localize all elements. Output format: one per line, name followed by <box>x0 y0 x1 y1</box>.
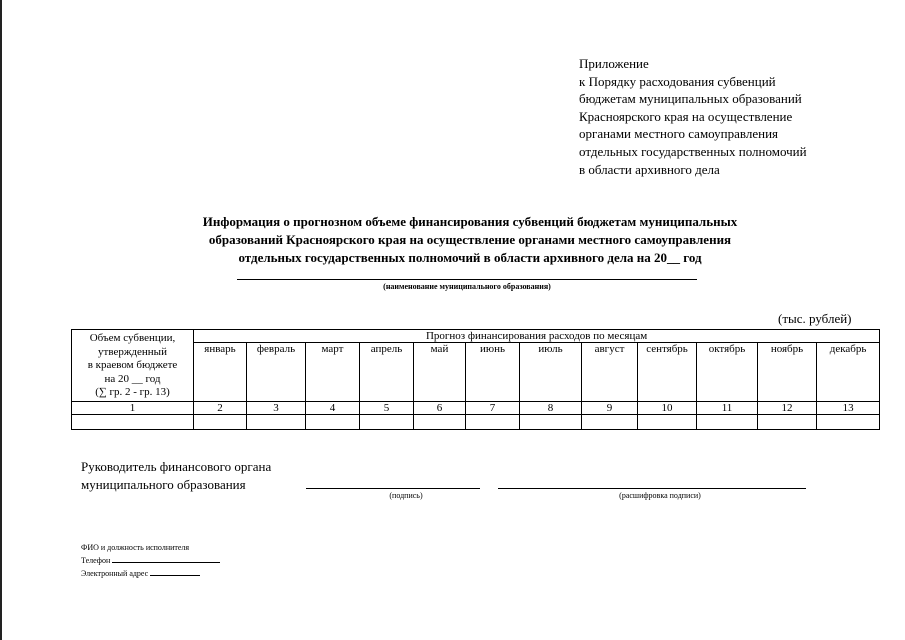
signature-decoding-caption: (расшифровка подписи) <box>619 491 701 500</box>
column-number: 5 <box>360 402 414 415</box>
data-cell[interactable] <box>697 415 758 430</box>
column-number: 7 <box>466 402 520 415</box>
data-cell[interactable] <box>360 415 414 430</box>
appendix-line: отдельных государственных полномочий <box>579 143 807 159</box>
document-title <box>130 213 810 267</box>
data-cell[interactable] <box>817 415 880 430</box>
month-header: январь <box>194 343 247 402</box>
column-number: 13 <box>817 402 880 415</box>
month-header: февраль <box>247 343 306 402</box>
monthly-forecast-header: Прогноз финансирования расходов по месяцам <box>194 330 880 343</box>
appendix-line: бюджетам муниципальных образований <box>579 91 802 107</box>
month-header: июнь <box>466 343 520 402</box>
executor-phone-row <box>81 554 220 567</box>
email-blank[interactable] <box>150 567 200 576</box>
data-cell[interactable] <box>758 415 817 430</box>
data-cell[interactable] <box>72 415 194 430</box>
phone-blank[interactable] <box>112 554 220 563</box>
column-number: 1 <box>72 402 194 415</box>
column-number: 6 <box>414 402 466 415</box>
column-number: 10 <box>638 402 697 415</box>
data-cell[interactable] <box>414 415 466 430</box>
signature-caption: (подпись) <box>389 491 423 500</box>
head-label-line: муниципального образования <box>81 477 246 492</box>
month-header: апрель <box>360 343 414 402</box>
appendix-line: органами местного самоуправления <box>579 126 779 142</box>
title-line: Информация о прогнозном объеме финансирования субвенций бюджетам муниципальных <box>202 214 738 229</box>
title-line: образований Красноярского края на осуществление органами местного самоуправления <box>208 232 732 247</box>
head-label-line: Руководитель финансового органа <box>81 459 272 474</box>
appendix-line: к Порядку расходования субвенций <box>579 73 776 89</box>
data-cell[interactable] <box>520 415 582 430</box>
month-header: май <box>414 343 466 402</box>
data-cell[interactable] <box>306 415 360 430</box>
month-header: июль <box>520 343 582 402</box>
header-line: на 20 __ год <box>104 372 161 385</box>
column-number: 2 <box>194 402 247 415</box>
header-line: утвержденный <box>98 345 167 358</box>
appendix-block <box>579 55 807 178</box>
month-header: сентябрь <box>638 343 697 402</box>
title-line: отдельных государственных полномочий в области архивного дела на 20__ год <box>238 250 702 265</box>
header-line: в краевом бюджете <box>87 359 178 371</box>
data-cell[interactable] <box>638 415 697 430</box>
appendix-line: Красноярского края на осуществление <box>579 108 793 124</box>
units-label: (тыс. рублей) <box>778 311 852 326</box>
column-number: 12 <box>758 402 817 415</box>
column-number: 8 <box>520 402 582 415</box>
municipality-caption: (наименование муниципального образования) <box>383 282 551 291</box>
data-cell[interactable] <box>194 415 247 430</box>
month-header: декабрь <box>817 343 880 402</box>
executor-block <box>81 542 220 580</box>
data-cell[interactable] <box>466 415 520 430</box>
month-header: октябрь <box>697 343 758 402</box>
header-line: (∑ гр. 2 - гр. 13) <box>95 386 170 398</box>
appendix-line: в области архивного дела <box>579 161 720 177</box>
email-label: Электронный адрес <box>81 569 149 578</box>
municipality-line <box>237 279 697 280</box>
signature-decoding-line[interactable] <box>498 488 806 489</box>
month-header: март <box>306 343 360 402</box>
forecast-table <box>71 329 880 430</box>
column-number: 11 <box>697 402 758 415</box>
head-of-finance-label <box>81 458 271 494</box>
phone-label: Телефон <box>81 556 111 565</box>
data-cell[interactable] <box>247 415 306 430</box>
month-header: август <box>582 343 638 402</box>
signature-line[interactable] <box>306 488 480 489</box>
executor-email-row <box>81 567 220 580</box>
page-edge <box>0 0 2 640</box>
month-header: ноябрь <box>758 343 817 402</box>
executor-name-label: ФИО и должность исполнителя <box>81 543 190 552</box>
table-row <box>72 415 880 430</box>
column-number: 3 <box>247 402 306 415</box>
header-line: Объем субвенции, <box>89 332 176 344</box>
data-cell[interactable] <box>582 415 638 430</box>
column-number: 9 <box>582 402 638 415</box>
appendix-line: Приложение <box>579 56 649 71</box>
subvention-volume-header <box>72 330 194 402</box>
column-number: 4 <box>306 402 360 415</box>
